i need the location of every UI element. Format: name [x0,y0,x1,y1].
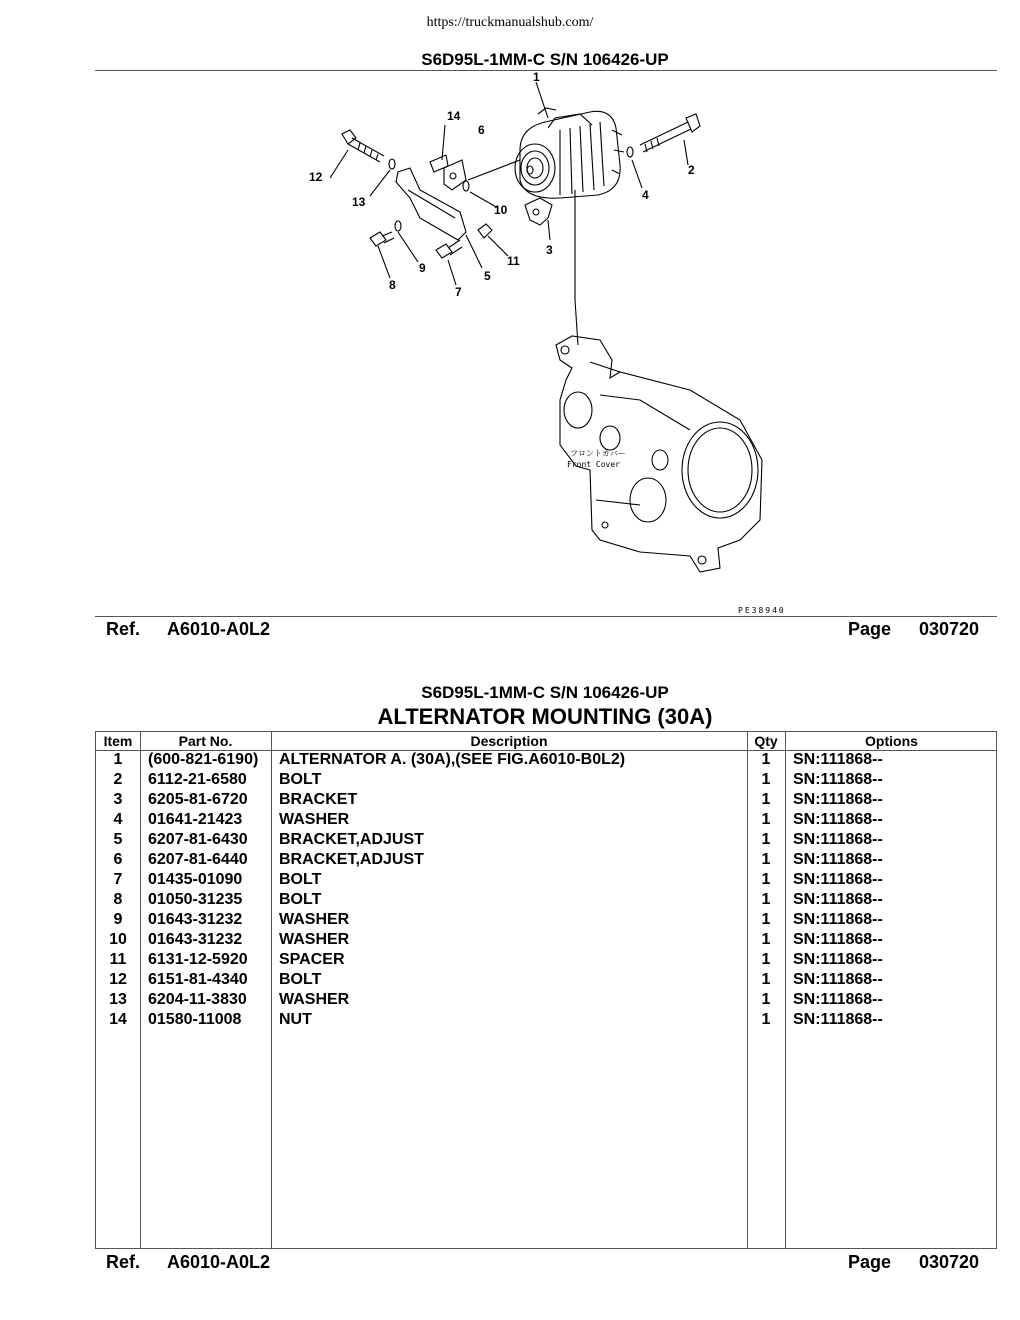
cell-options: SN:111868-- [793,931,883,948]
cell-description: WASHER [279,911,350,928]
callout-12: 12 [309,170,323,184]
header-qty: Qty [754,733,778,749]
cell-part-no: (600-821-6190) [148,751,259,768]
page-label-bottom: Page [848,1252,892,1272]
cell-part-no: 6207-81-6440 [148,851,248,868]
cell-item: 3 [113,791,123,808]
figure-code: PE38940 [738,606,786,615]
page-value-bottom: 030720 [919,1252,980,1272]
callout-7: 7 [455,285,462,299]
cell-options: SN:111868-- [793,891,883,908]
cell-item: 2 [113,771,123,788]
cell-options: SN:111868-- [793,811,883,828]
page-value-top: 030720 [919,619,980,639]
cell-description: SPACER [279,951,345,968]
callout-4: 4 [642,188,649,202]
cell-item: 14 [109,1011,127,1028]
adjust-bracket-drawing [396,155,466,240]
cell-qty: 1 [761,991,771,1008]
callout-8: 8 [389,278,396,292]
cell-part-no: 01641-21423 [148,811,243,828]
cell-options: SN:111868-- [793,991,883,1008]
cell-options: SN:111868-- [793,911,883,928]
bolt-12-drawing [342,130,395,169]
cell-options: SN:111868-- [793,751,883,768]
cell-qty: 1 [761,951,771,968]
page-title: ALTERNATOR MOUNTING (30A) [377,704,713,729]
cell-part-no: 01580-11008 [148,1011,242,1028]
source-url: https://truckmanualshub.com/ [426,15,594,30]
header-item: Item [103,733,133,749]
alternator-drawing [515,108,624,300]
bolt-2-drawing [627,114,700,157]
ref-value-bottom: A6010-A0L2 [167,1252,271,1272]
cell-description: WASHER [279,991,350,1008]
cell-item: 8 [113,891,123,908]
cell-item: 1 [113,751,123,768]
front-cover-label-en: Front Cover [567,460,620,469]
cell-qty: 1 [761,931,771,948]
cell-description: BRACKET,ADJUST [279,831,424,848]
callout-11: 11 [507,254,520,268]
bolt-7-drawing [436,240,462,258]
cell-qty: 1 [761,831,771,848]
cell-qty: 1 [761,751,771,768]
ref-value-top: A6010-A0L2 [167,619,271,639]
callout-10: 10 [494,203,508,217]
model-title-top: S6D95L-1MM-C S/N 106426-UP [421,50,669,69]
cell-qty: 1 [761,851,771,868]
cell-qty: 1 [761,971,771,988]
callout-6: 6 [478,123,485,137]
exploded-parts-diagram [0,0,1020,620]
bolt-8-drawing [370,221,401,246]
front-cover-label-jp: フロントカバー [570,449,626,458]
cell-qty: 1 [761,1011,771,1028]
model-title-bottom: S6D95L-1MM-C S/N 106426-UP [421,683,669,702]
header-options: Options [865,733,918,749]
cell-part-no: 01050-31235 [148,891,243,908]
cell-description: WASHER [279,931,350,948]
cell-item: 4 [113,811,123,828]
cell-options: SN:111868-- [793,971,883,988]
cell-description: BOLT [279,771,322,788]
cell-options: SN:111868-- [793,1011,883,1028]
front-cover-drawing [556,300,762,572]
cell-description: ALTERNATOR A. (30A),(SEE FIG.A6010-B0L2) [279,751,626,768]
cell-item: 9 [113,911,123,928]
ref-label-bottom: Ref. [106,1252,141,1272]
callout-3: 3 [546,243,553,257]
cell-qty: 1 [761,871,771,888]
cell-part-no: 6131-12-5920 [148,951,248,968]
cell-part-no: 6205-81-6720 [148,791,248,808]
cell-part-no: 01643-31232 [148,911,243,928]
cell-item: 6 [113,851,123,868]
cell-description: BOLT [279,891,322,908]
page-label-top: Page [848,619,892,639]
cell-description: BOLT [279,971,322,988]
cell-description: BOLT [279,871,322,888]
cell-options: SN:111868-- [793,831,883,848]
callout-5: 5 [484,269,491,283]
header-description: Description [470,733,548,749]
cell-part-no: 6112-21-6580 [148,771,247,788]
table-header [96,732,996,751]
cell-qty: 1 [761,891,771,908]
cell-qty: 1 [761,791,771,808]
cell-description: BRACKET [279,791,358,808]
cell-item: 10 [109,931,127,948]
callout-2: 2 [688,163,695,177]
cell-options: SN:111868-- [793,871,883,888]
ref-label-top: Ref. [106,619,141,639]
cell-description: BRACKET,ADJUST [279,851,424,868]
cell-options: SN:111868-- [793,791,883,808]
parts-table [95,731,997,1249]
cell-part-no: 01643-31232 [148,931,243,948]
cell-part-no: 6204-11-3830 [148,991,247,1008]
cell-item: 7 [113,871,123,888]
callout-14: 14 [447,109,461,123]
cell-qty: 1 [761,811,771,828]
cell-part-no: 01435-01090 [148,871,243,888]
cell-qty: 1 [761,771,771,788]
cell-options: SN:111868-- [793,771,883,788]
callout-13: 13 [352,195,366,209]
cell-item: 11 [109,951,127,968]
footer-divider-top [95,616,997,617]
cell-part-no: 6207-81-6430 [148,831,248,848]
callout-1: 1 [533,70,540,84]
cell-item: 13 [109,991,127,1008]
cell-qty: 1 [761,911,771,928]
cell-description: NUT [279,1011,312,1028]
callout-9: 9 [419,261,426,275]
cell-options: SN:111868-- [793,851,883,868]
cell-item: 5 [113,831,123,848]
cell-item: 12 [109,971,127,988]
cell-part-no: 6151-81-4340 [148,971,248,988]
cell-description: WASHER [279,811,350,828]
header-part-no: Part No. [178,733,233,749]
cell-options: SN:111868-- [793,951,883,968]
